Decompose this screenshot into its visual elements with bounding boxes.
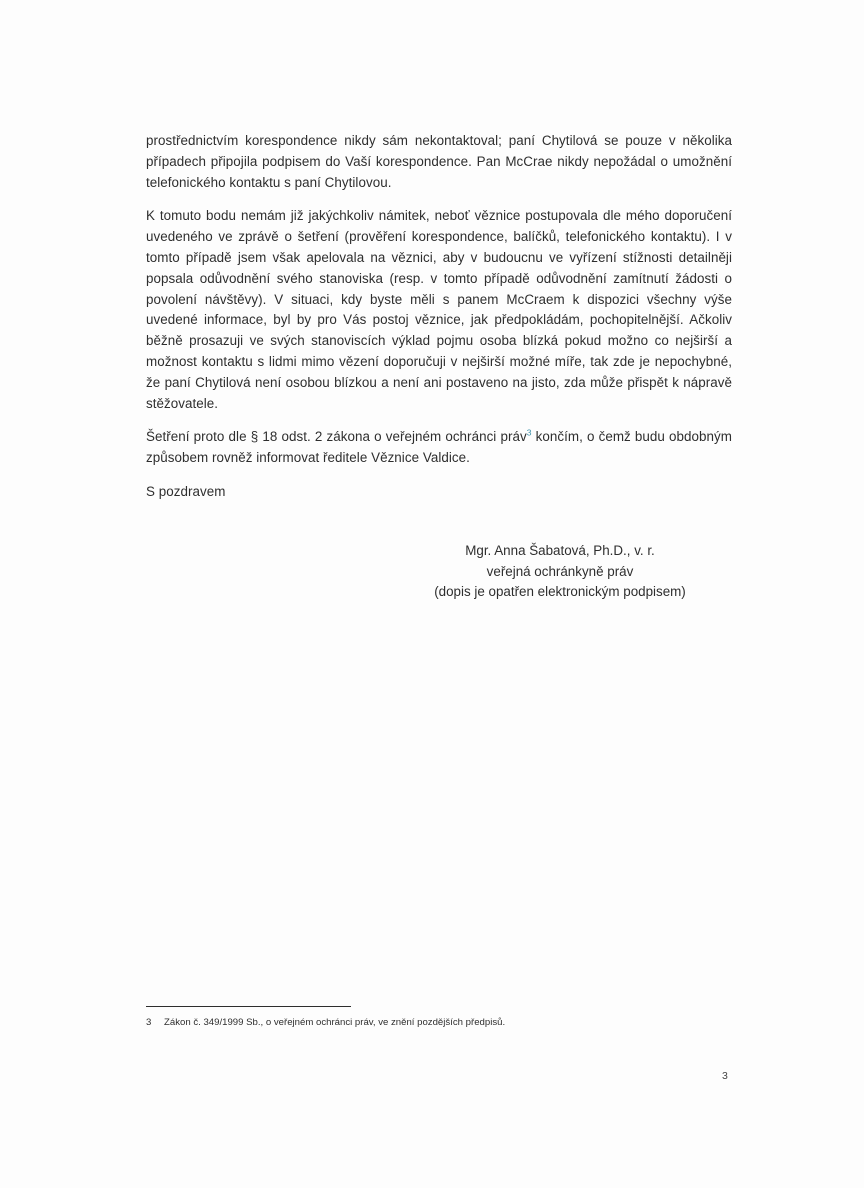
footnote-reference[interactable]: 3 (526, 427, 532, 438)
paragraph-conclusion (146, 427, 732, 469)
page-number: 3 (722, 1070, 728, 1082)
closing-salutation: S pozdravem (146, 483, 226, 499)
signatory-title: veřejná ochránkyně práv (486, 563, 634, 579)
footnote-separator (146, 1006, 351, 1007)
footnote (146, 1016, 505, 1030)
signature-block (390, 541, 730, 603)
signatory-name: Mgr. Anna Šabatová, Ph.D., v. r. (465, 543, 655, 558)
paragraph-assessment: K tomuto bodu nemám již jakýchkoliv námitek, neboť věznice postupovala dle mého doporučení uvedeného ve zprávě o šetření (prověření korespondence, balíčků, telefonického kontaktu). I v tomto případě jsem však apelovala na věznici, aby v budoucnu ve vyřízení stížnosti detailněji popsala odůvodnění svého stanoviska (resp. v tomto případě odůvodnění zamítnutí žádosti o povolení návštěvy). V situaci, kdy byste měli s panem McCraem k dispozici všechny výše uvedené informace, byl by pro Vás postoj věznice, jak předpokládám, pochopitelnější. Ačkoliv běžně prosazuji ve svých stanoviscích výklad pojmu osoba blízká pokud možno co nejširší a možnost kontaktu s lidmi mimo vězení doporučuji v nejširší možné míře, tak zde je nepochybné, že paní Chytilová není osobou blízkou a není ani postaveno na jisto, zda může přispět k nápravě stěžovatele. (146, 208, 732, 411)
footnote-text: Zákon č. 349/1999 Sb., o veřejném ochránci práv, ve znění pozdějších předpisů. (164, 1017, 506, 1028)
letter-body (146, 131, 732, 516)
conclusion-text-after: končím, o čemž budu obdobným způsobem rovněž informovat ředitele Věznice Valdice. (146, 429, 732, 466)
paragraph-contact-note: prostřednictvím korespondence nikdy sám nekontaktoval; paní Chytilová se pouze v několika případech připojila podpisem do Vaší korespondence. Pan McCrae nikdy nepožádal o umožnění telefonického kontaktu s paní Chytilovou. (146, 133, 732, 190)
signature-note: (dopis je opatřen elektronickým podpisem) (434, 584, 686, 599)
footnote-number: 3 (146, 1017, 152, 1028)
conclusion-text-before: Šetření proto dle § 18 odst. 2 zákona o veřejném ochránci práv (146, 429, 527, 445)
